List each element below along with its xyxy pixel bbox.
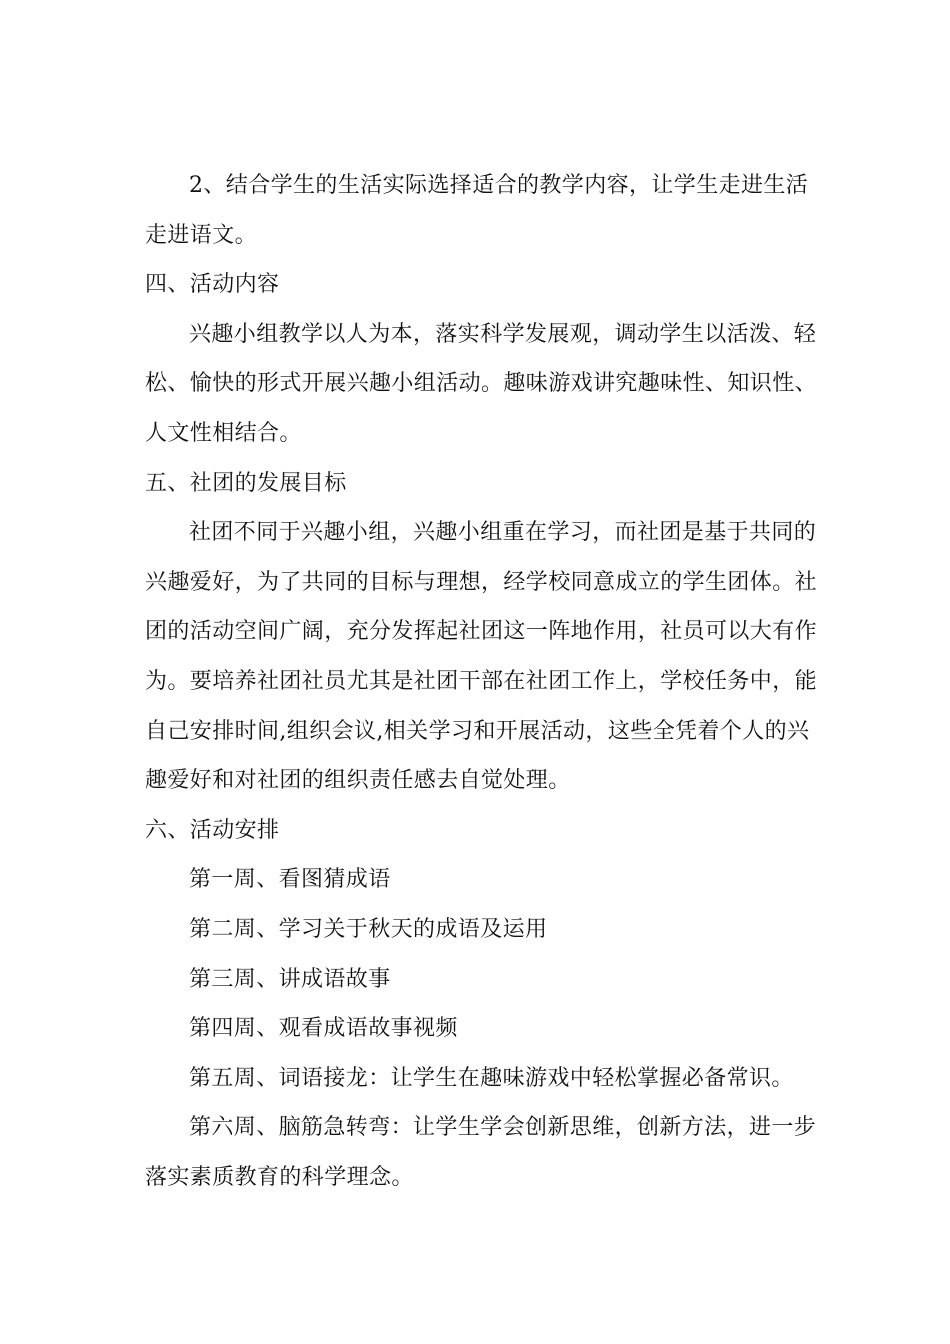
paragraph-line: 兴趣小组教学以人为本，落实科学发展观，调动学生以活泼、轻 bbox=[189, 321, 817, 347]
paragraph-line: 落实素质教育的科学理念。 bbox=[145, 1164, 414, 1190]
paragraph-line: 兴趣爱好，为了共同的目标与理想，经学校同意成立的学生团体。社 bbox=[145, 569, 818, 595]
paragraph-line: 2、结合学生的生活实际选择适合的教学内容，让学生走进生活 bbox=[189, 173, 809, 198]
schedule-item: 第二周、学习关于秋天的成语及运用 bbox=[189, 916, 548, 942]
paragraph-line: 社团不同于兴趣小组，兴趣小组重在学习，而社团是基于共同的 bbox=[189, 520, 817, 546]
schedule-item: 第一周、看图猜成语 bbox=[189, 867, 391, 893]
paragraph-line: 走进语文。 bbox=[145, 222, 258, 248]
schedule-item: 第五周、词语接龙：让学生在趣味游戏中轻松掌握必备常识。 bbox=[189, 1065, 794, 1091]
paragraph-line: 人文性相结合。 bbox=[145, 420, 302, 446]
section-heading: 五、社团的发展目标 bbox=[145, 470, 347, 496]
section-heading: 四、活动内容 bbox=[145, 272, 280, 298]
paragraph-line: 团的活动空间广阔，充分发挥起社团这一阵地作用，社员可以大有作 bbox=[145, 619, 818, 645]
schedule-item: 第六周、脑筋急转弯：让学生学会创新思维，创新方法，进一步 bbox=[189, 1115, 817, 1141]
paragraph-line: 趣爱好和对社团的组织责任感去自觉处理。 bbox=[145, 768, 571, 794]
schedule-item: 第三周、讲成语故事 bbox=[189, 966, 391, 992]
schedule-item: 第四周、观看成语故事视频 bbox=[189, 1016, 458, 1042]
section-heading: 六、活动安排 bbox=[145, 817, 280, 843]
paragraph-line: 自己安排时间,组织会议,相关学习和开展活动，这些全凭着个人的兴 bbox=[145, 718, 810, 744]
paragraph-line: 松、愉快的形式开展兴趣小组活动。趣味游戏讲究趣味性、知识性、 bbox=[145, 371, 818, 397]
document-body bbox=[145, 161, 818, 1202]
paragraph-line: 为。要培养社团社员尤其是社团干部在社团工作上，学校任务中，能 bbox=[145, 668, 818, 694]
